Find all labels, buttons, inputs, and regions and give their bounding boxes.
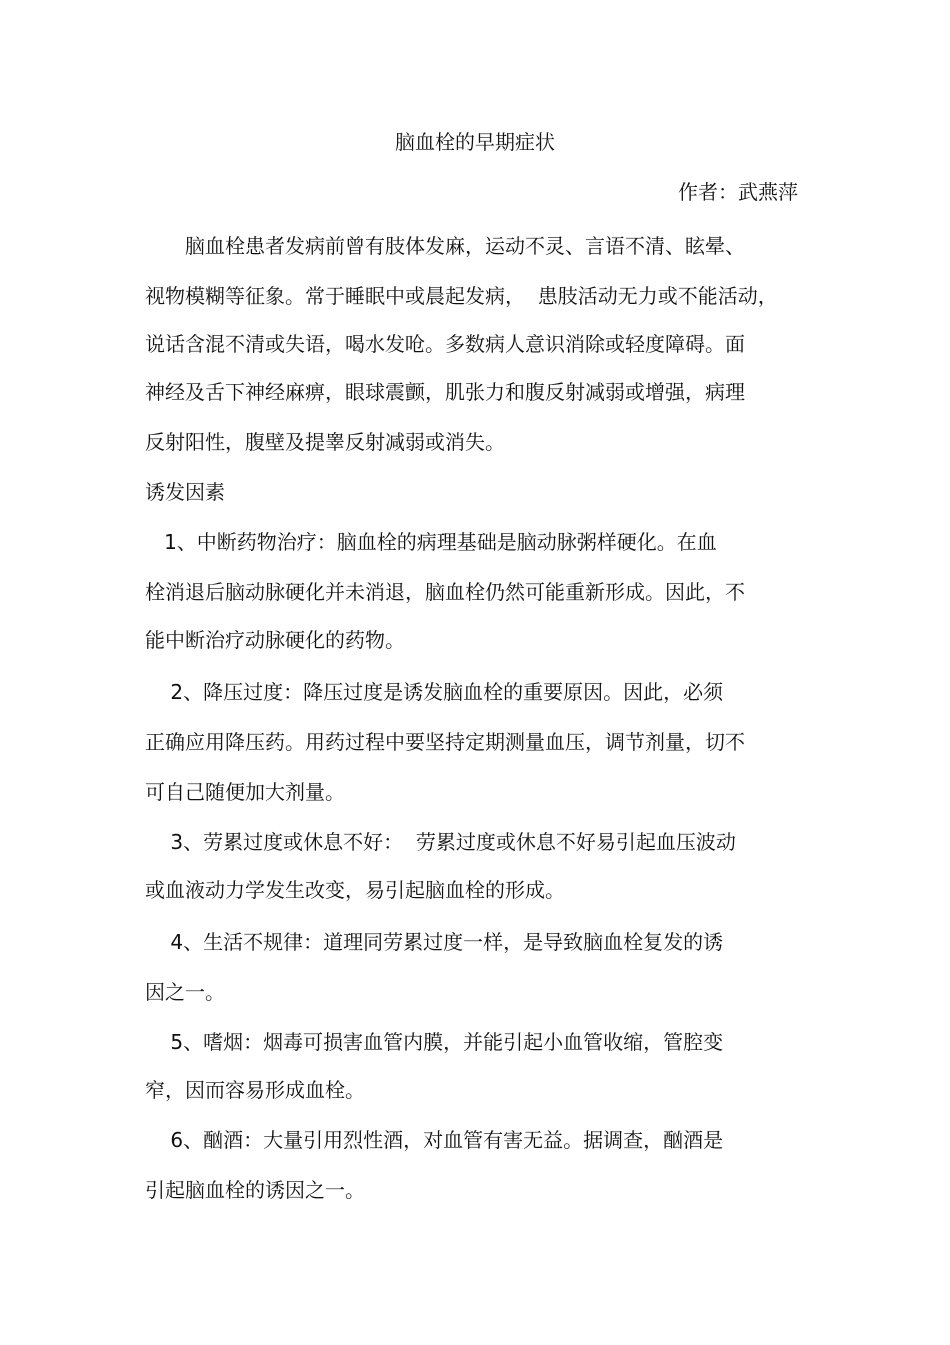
author-line: 作者：武燕萍 [678,180,798,204]
factor-6-line: 6、酗酒：大量引用烈性酒，对血管有害无益。据调查，酗酒是 [145,1128,724,1152]
factor-6-line: 引起脑血栓的诱因之一。 [145,1178,365,1202]
section-heading: 诱发因素 [145,480,225,504]
factor-2-line: 2、降压过度：降压过度是诱发脑血栓的重要原因。因此，必须 [145,680,724,704]
document-title: 脑血栓的早期症状 [395,130,555,154]
intro-line: 神经及舌下神经麻痹，眼球震颤，肌张力和腹反射减弱或增强，病理 [145,380,745,404]
intro-line: 反射阳性，腹壁及提睾反射减弱或消失。 [145,430,505,454]
factor-2-line: 可自己随便加大剂量。 [145,780,345,804]
factor-1-line: 1、中断药物治疗：脑血栓的病理基础是脑动脉粥样硬化。在血 [145,530,717,554]
factor-3-line: 3、劳累过度或休息不好： 劳累过度或休息不好易引起血压波动 [145,830,736,854]
factor-2-line: 正确应用降压药。用药过程中要坚持定期测量血压，调节剂量，切不 [145,730,745,754]
intro-line: 脑血栓患者发病前曾有肢体发麻，运动不灵、言语不清、眩晕、 [145,234,745,258]
factor-1-line: 能中断治疗动脉硬化的药物。 [145,628,405,652]
factor-4-line: 4、生活不规律：道理同劳累过度一样，是导致脑血栓复发的诱 [145,930,724,954]
factor-5-line: 5、嗜烟：烟毒可损害血管内膜，并能引起小血管收缩，管腔变 [145,1030,724,1054]
factor-1-line: 栓消退后脑动脉硬化并未消退，脑血栓仍然可能重新形成。因此，不 [145,580,745,604]
factor-4-line: 因之一。 [145,980,225,1004]
factor-3-line: 或血液动力学发生改变，易引起脑血栓的形成。 [145,878,565,902]
intro-line: 说话含混不清或失语，喝水发呛。多数病人意识消除或轻度障碍。面 [145,332,745,356]
factor-5-line: 窄，因而容易形成血栓。 [145,1078,365,1102]
intro-line: 视物模糊等征象。常于睡眠中或晨起发病， 患肢活动无力或不能活动， [145,284,778,308]
